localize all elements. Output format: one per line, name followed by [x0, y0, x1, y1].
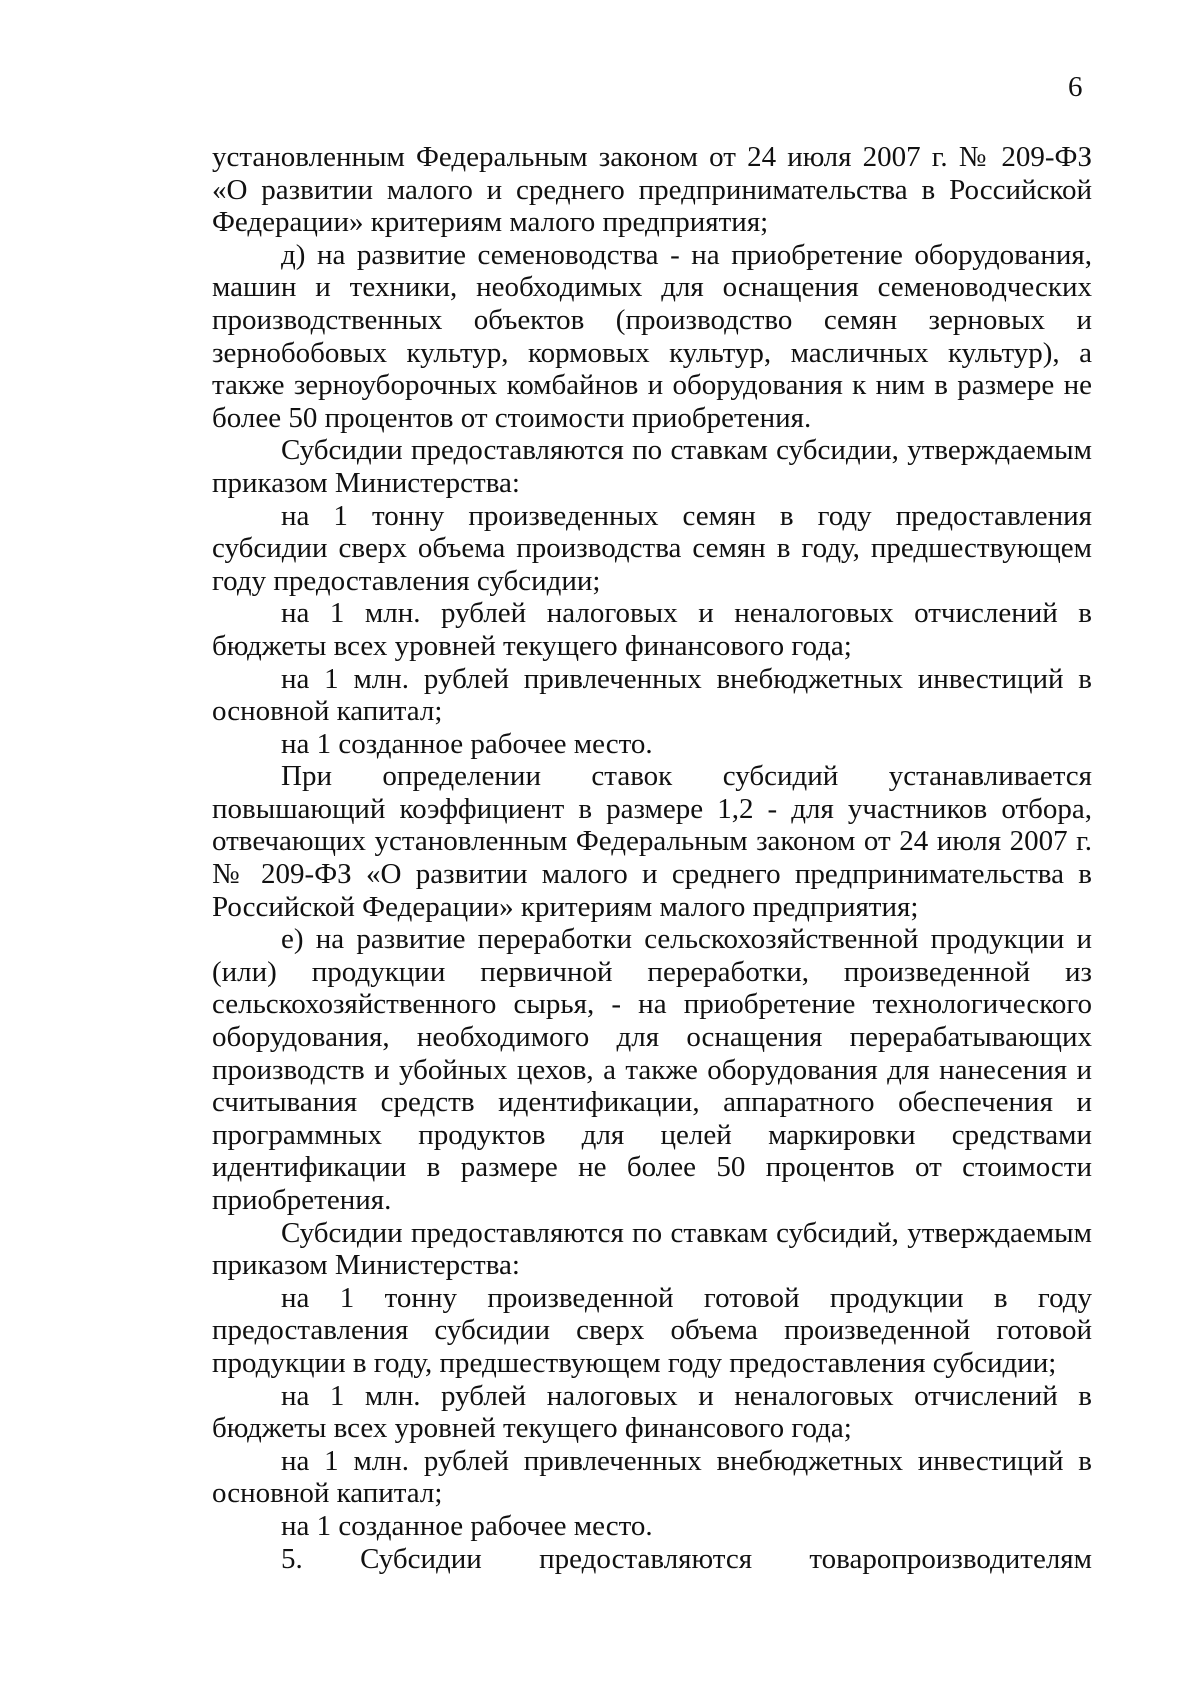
page-number: 6	[1068, 71, 1083, 103]
paragraph-item-d: д) на развитие семеноводства - на приобретение оборудования, машин и техники, необходимых для оснащения семеноводческих производственных объектов (производство семян зерновых и зернобобовых культур, кормовых культур, масличных культур), а также зерноуборочных комбайнов и оборудования к ним в размере не более 50 процентов от стоимости приобретения.	[212, 238, 1092, 434]
paragraph-item-e: е) на развитие переработки сельскохозяйственной продукции и (или) продукции первичной переработки, произведенной из сельскохозяйственного сырья, - на приобретение технологического оборудования, необходимого для оснащения перерабатывающих производств и убойных цехов, а также оборудования для нанесения и считывания средств идентификации, аппаратного обеспечения и программных продуктов для целей маркировки средствами идентификации в размере не более 50 процентов от стоимости приобретения.	[212, 923, 1092, 1216]
paragraph-rate-workplace: на 1 созданное рабочее место.	[281, 727, 653, 760]
paragraph-rate-taxes-2: на 1 млн. рублей налоговых и неналоговых отчислений в бюджеты всех уровней текущего финансового года;	[212, 1379, 1092, 1445]
paragraph-rate-workplace-2: на 1 созданное рабочее место.	[281, 1509, 653, 1542]
document-body	[212, 141, 1092, 1575]
paragraph-rate-products: на 1 тонну произведенной готовой продукции в году предоставления субсидии сверх объема произведенной готовой продукции в году, предшествующем году предоставления субсидии;	[212, 1281, 1092, 1379]
paragraph-continuation: установленным Федеральным законом от 24 июля 2007 г. № 209-ФЗ «О развитии малого и среднего предпринимательства в Российской Федерации» критериям малого предприятия;	[212, 141, 1092, 239]
paragraph-rate-investments-2: на 1 млн. рублей привлеченных внебюджетных инвестиций в основной капитал;	[212, 1444, 1092, 1510]
paragraph-subsidy-rates-2: Субсидии предоставляются по ставкам субсидий, утверждаемым приказом Министерства:	[212, 1216, 1092, 1282]
paragraph-subsidy-rates: Субсидии предоставляются по ставкам субсидии, утверждаемым приказом Министерства:	[212, 434, 1092, 499]
paragraph-coefficient: При определении ставок субсидий устанавливается повышающий коэффициент в размере 1,2 - для участников отбора, отвечающих установленным Федеральным законом от 24 июля 2007 г. № 209-ФЗ «О развитии малого и среднего предпринимательства в Российской Федерации» критериям малого предприятия;	[212, 760, 1092, 923]
paragraph-section-5: 5. Субсидии предоставляются товаропроизводителям	[281, 1542, 1092, 1575]
paragraph-rate-taxes: на 1 млн. рублей налоговых и неналоговых отчислений в бюджеты всех уровней текущего финансового года;	[212, 597, 1092, 662]
paragraph-rate-seeds: на 1 тонну произведенных семян в году предоставления субсидии сверх объема производства семян в году, предшествующем году предоставления субсидии;	[212, 499, 1092, 597]
paragraph-rate-investments: на 1 млн. рублей привлеченных внебюджетных инвестиций в основной капитал;	[212, 662, 1092, 728]
